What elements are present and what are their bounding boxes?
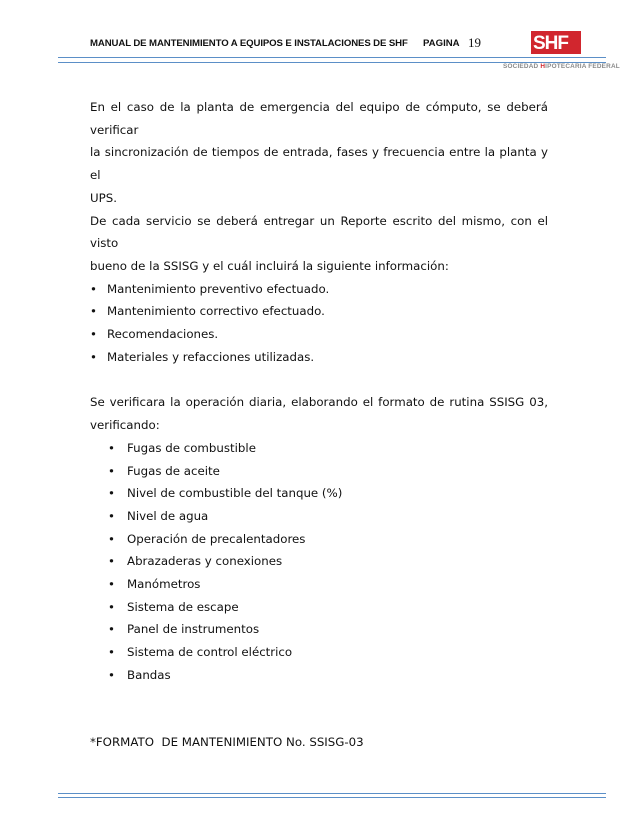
paragraph-line: Se verificara la operación diaria, elaborando el formato de rutina SSISG 03,: [90, 395, 548, 410]
logo-tagline-post: IPOTECARIA FEDERAL: [545, 63, 620, 70]
paragraph-line: De cada servicio se deberá entregar un Reporte escrito del mismo, con el visto: [90, 213, 548, 251]
list-item: • Fugas de aceite: [90, 460, 548, 483]
list-item: • Fugas de combustible: [90, 437, 548, 460]
list-item: • Manómetros: [90, 573, 548, 596]
spacer: [90, 687, 548, 731]
pagina-label: PAGINA: [423, 38, 460, 49]
list-item: • Materiales y refacciones utilizadas.: [90, 346, 548, 369]
header-divider: [58, 57, 606, 63]
list-item: • Mantenimiento preventivo efectuado.: [90, 278, 548, 301]
paragraph-line: verificando:: [90, 418, 160, 433]
shf-logo: [503, 31, 620, 79]
list-item: • Nivel de combustible del tanque (%): [90, 482, 548, 505]
spacer: [90, 368, 548, 391]
list-item: • Mantenimiento correctivo efectuado.: [90, 300, 548, 323]
page-number: 19: [468, 35, 481, 50]
list-item: • Abrazaderas y conexiones: [90, 550, 548, 573]
formato-reference: *FORMATO DE MANTENIMIENTO No. SSISG-03: [90, 734, 364, 749]
paragraph-line: UPS.: [90, 190, 117, 205]
report-items-list: [90, 278, 548, 369]
checklist: [90, 437, 548, 687]
logo-tagline-highlight: H: [540, 63, 546, 70]
footer-divider: [58, 793, 606, 798]
list-item: • Nivel de agua: [90, 505, 548, 528]
logo-mark: SHF: [533, 33, 568, 54]
list-item: • Sistema de escape: [90, 596, 548, 619]
list-item: • Panel de instrumentos: [90, 618, 548, 641]
logo-tagline: [503, 63, 620, 70]
document-body: [90, 96, 548, 753]
paragraph-line: bueno de la SSISG y el cuál incluirá la siguiente información:: [90, 258, 449, 273]
paragraph-line: la sincronización de tiempos de entrada, fases y frecuencia entre la planta y el: [90, 145, 548, 183]
page-header: [90, 35, 490, 56]
list-item: • Recomendaciones.: [90, 323, 548, 346]
list-item: • Operación de precalentadores: [90, 528, 548, 551]
list-item: • Sistema de control eléctrico: [90, 641, 548, 664]
list-item: • Bandas: [90, 664, 548, 687]
manual-title: MANUAL DE MANTENIMIENTO A EQUIPOS E INSTALACIONES DE SHF: [90, 38, 408, 49]
logo-tagline-pre: SOCIEDAD: [503, 63, 541, 70]
paragraph-line: En el caso de la planta de emergencia del equipo de cómputo, se deberá verificar: [90, 100, 548, 137]
